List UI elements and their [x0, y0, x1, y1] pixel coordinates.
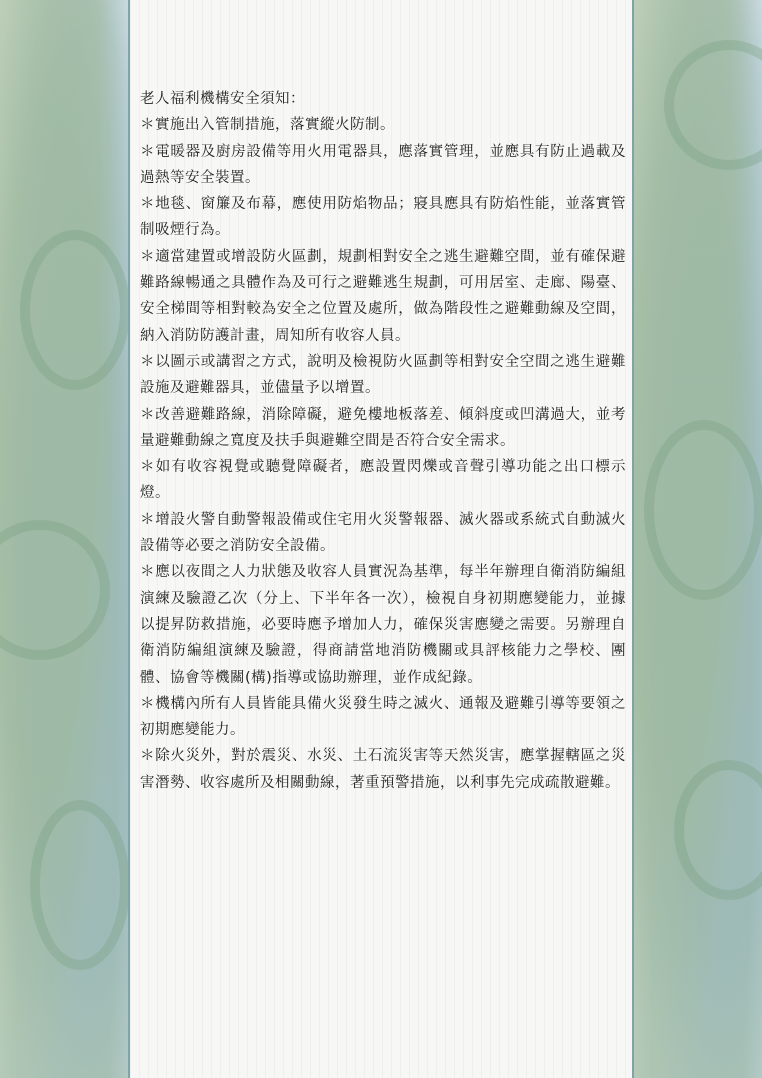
swirl-ornament	[644, 420, 762, 600]
list-item: ＊改善避難路線，消除障礙，避免樓地板落差、傾斜度或凹溝過大，並考量避難動線之寬度及扶手與避難空間是否符合安全需求。	[140, 406, 626, 449]
document-panel	[128, 0, 634, 1078]
list-item: ＊如有收容視覺或聽覺障礙者，應設置閃爍或音聲引導功能之出口標示燈。	[140, 459, 626, 502]
list-item: ＊電暖器及廚房設備等用火用電器具，應落實管理，並應具有防止過載及過熱等安全裝置。	[140, 143, 626, 186]
swirl-ornament	[20, 230, 130, 390]
document-title: 老人福利機構安全須知：	[140, 91, 305, 107]
swirl-ornament	[664, 40, 762, 170]
swirl-ornament	[674, 760, 762, 900]
list-item: ＊機構內所有人員皆能具備火災發生時之滅火、通報及避難引導等要領之初期應變能力。	[140, 695, 626, 739]
list-item: ＊實施出入管制措施，落實縱火防制。	[140, 117, 395, 134]
decorative-right-border	[634, 0, 762, 1078]
list-item: ＊增設火警自動警報設備或住宅用火災警報器、滅火器或系統式自動滅火設備等必要之消防安全設備。	[140, 511, 626, 555]
list-item: ＊以圖示或講習之方式，說明及檢視防火區劃等相對安全空間之逃生避難設施及避難器具，並儘量予以增置。	[140, 353, 626, 397]
decorative-left-border	[0, 0, 128, 1078]
document-content	[140, 86, 626, 796]
swirl-ornament	[30, 800, 130, 970]
list-item: ＊除火災外，對於震災、水災、土石流災害等天然災害，應掌握轄區之災害潛勢、收容處所及相關動線，著重預警措施，以利事先完成疏散避難。	[140, 748, 626, 791]
list-item: ＊應以夜間之人力狀態及收容人員實況為基準，每半年辦理自衛消防編組演練及驗證乙次（分上、下半年各一次），檢視自身初期應變能力，並據以提昇防救措施，必要時應予增加人力，確保災害應變之需要。另辦理自衛消防編組演練及驗證，得商請當地消防機關或具評核能力之學校、團體、協會等機關(構)指導或協助辦理，並作成紀錄。	[140, 564, 626, 686]
list-item: ＊地毯、窗簾及布幕，應使用防焰物品；寢具應具有防焰性能，並落實管制吸煙行為。	[140, 196, 626, 239]
list-item: ＊適當建置或增設防火區劃，規劃相對安全之逃生避難空間，並有確保避難路線暢通之具體作為及可行之避難逃生規劃，可用居室、走廊、陽臺、安全梯間等相對較為安全之位置及處所，做為階段性之避難動線及空間，納入消防防護計畫，周知所有收容人員。	[140, 248, 626, 344]
swirl-ornament	[0, 520, 110, 660]
